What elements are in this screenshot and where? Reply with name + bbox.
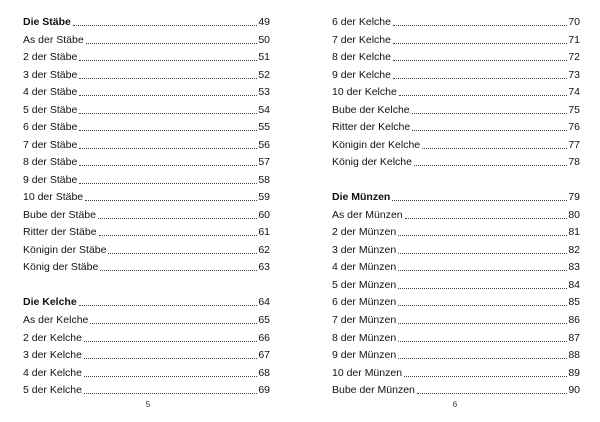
toc-entry	[332, 85, 580, 99]
toc-entry	[332, 155, 580, 169]
toc-entry	[332, 225, 580, 239]
dot-leader	[73, 24, 257, 26]
dot-leader	[79, 59, 257, 61]
dot-leader	[393, 59, 567, 61]
toc-page-number: 83	[568, 261, 580, 273]
toc-entry-label: 8 der Kelche	[332, 51, 391, 63]
toc-page-number: 66	[258, 332, 270, 344]
toc-section-heading	[332, 190, 580, 204]
dot-leader	[398, 322, 567, 324]
toc-page-number: 75	[568, 104, 580, 116]
toc-entry-label: 9 der Kelche	[332, 69, 391, 81]
dot-leader	[86, 42, 258, 44]
toc-page-number: 52	[258, 69, 270, 81]
toc-entry-label: König der Kelche	[332, 156, 412, 168]
toc-page-number: 89	[568, 367, 580, 379]
toc-heading-label: Die Münzen	[332, 191, 391, 203]
toc-entry	[23, 366, 270, 380]
toc-entry	[332, 383, 580, 397]
toc-entry-label: 7 der Stäbe	[23, 139, 78, 151]
toc-entry	[332, 243, 580, 257]
toc-entry-label: 10 der Stäbe	[23, 191, 84, 203]
toc-page-number: 67	[258, 349, 270, 361]
dot-leader	[84, 375, 257, 377]
toc-heading-label: Die Kelche	[23, 296, 77, 308]
toc-entry-label: 6 der Stäbe	[23, 121, 78, 133]
toc-entry	[23, 50, 270, 64]
toc-page-number: 50	[258, 34, 270, 46]
toc-entry	[332, 33, 580, 47]
toc-entry	[23, 120, 270, 134]
toc-entry-label: As der Münzen	[332, 209, 403, 221]
toc-entry-label: 7 der Münzen	[332, 314, 397, 326]
dot-leader	[412, 112, 568, 114]
toc-entry	[23, 208, 270, 222]
toc-entry	[332, 331, 580, 345]
toc-entry-label: 5 der Kelche	[23, 384, 82, 396]
dot-leader	[84, 357, 257, 359]
dot-leader	[398, 269, 567, 271]
toc-entry-label: As der Kelche	[23, 314, 89, 326]
toc-entry-label: 5 der Münzen	[332, 279, 397, 291]
toc-page-number: 71	[568, 34, 580, 46]
toc-entry-label: 3 der Münzen	[332, 244, 397, 256]
toc-page-number: 87	[568, 332, 580, 344]
toc-entry	[332, 50, 580, 64]
dot-leader	[79, 147, 257, 149]
toc-page-number: 74	[568, 86, 580, 98]
dot-leader	[404, 375, 567, 377]
toc-entry	[332, 260, 580, 274]
toc-page-number: 62	[258, 244, 270, 256]
dot-leader	[417, 392, 567, 394]
toc-entry	[332, 366, 580, 380]
toc-entry	[23, 138, 270, 152]
dot-leader	[414, 164, 567, 166]
dot-leader	[98, 217, 257, 219]
toc-page-number: 84	[568, 279, 580, 291]
toc-entry-label: 4 der Kelche	[23, 367, 82, 379]
toc-page-number: 63	[258, 261, 270, 273]
toc-entry	[23, 331, 270, 345]
toc-entry-label: 8 der Münzen	[332, 332, 397, 344]
dot-leader	[79, 164, 257, 166]
toc-entry	[332, 103, 580, 117]
toc-page-number: 68	[258, 367, 270, 379]
dot-leader	[79, 94, 257, 96]
toc-entry	[23, 348, 270, 362]
dot-leader	[398, 357, 567, 359]
toc-section-heading	[23, 15, 270, 29]
toc-page-number: 88	[568, 349, 580, 361]
toc-page-number: 79	[568, 191, 580, 203]
toc-entry-label: Königin der Kelche	[332, 139, 421, 151]
toc-entry-label: 9 der Münzen	[332, 349, 397, 361]
dot-leader	[393, 24, 567, 26]
toc-entry-label: 3 der Stäbe	[23, 69, 78, 81]
page-number: 6	[452, 400, 458, 409]
dot-leader	[422, 147, 567, 149]
dot-leader	[79, 304, 258, 306]
toc-page-number: 51	[258, 51, 270, 63]
toc-page-number: 82	[568, 244, 580, 256]
toc-page-number: 76	[568, 121, 580, 133]
toc-entry	[332, 208, 580, 222]
toc-entry	[23, 155, 270, 169]
toc-entry	[23, 173, 270, 187]
toc-section-heading	[23, 295, 270, 309]
toc-entry	[332, 138, 580, 152]
dot-leader	[393, 77, 567, 79]
dot-leader	[85, 199, 257, 201]
dot-leader	[393, 42, 567, 44]
dot-leader	[100, 269, 257, 271]
toc-entry	[23, 383, 270, 397]
toc-page-number: 54	[258, 104, 270, 116]
toc-page-number: 72	[568, 51, 580, 63]
toc-entry-label: Bube der Münzen	[332, 384, 415, 396]
toc-page-number: 69	[258, 384, 270, 396]
toc-entry	[23, 260, 270, 274]
toc-entry	[332, 278, 580, 292]
dot-leader	[398, 304, 567, 306]
dot-leader	[108, 252, 257, 254]
toc-entry	[332, 348, 580, 362]
dot-leader	[99, 234, 258, 236]
dot-leader	[79, 182, 257, 184]
toc-entry	[332, 120, 580, 134]
toc-entry-label: 2 der Kelche	[23, 332, 82, 344]
dot-leader	[84, 340, 257, 342]
toc-entry	[23, 243, 270, 257]
toc-entry-label: 5 der Stäbe	[23, 104, 78, 116]
toc-entry-label: 2 der Stäbe	[23, 51, 78, 63]
toc-page-number: 61	[258, 226, 270, 238]
dot-leader	[79, 77, 257, 79]
toc-page-number: 90	[568, 384, 580, 396]
toc-entry	[23, 85, 270, 99]
toc-entry-label: Bube der Kelche	[332, 104, 410, 116]
toc-entry	[23, 225, 270, 239]
dot-leader	[84, 392, 257, 394]
dot-leader	[79, 129, 257, 131]
dot-leader	[90, 322, 257, 324]
right-page	[300, 0, 600, 422]
toc-entry-label: Königin der Stäbe	[23, 244, 107, 256]
toc-page-number: 81	[568, 226, 580, 238]
toc-page-number: 73	[568, 69, 580, 81]
toc-page-number: 60	[258, 209, 270, 221]
toc-entry	[23, 103, 270, 117]
toc-page-number: 86	[568, 314, 580, 326]
toc-entry-label: Ritter der Kelche	[332, 121, 411, 133]
toc-page-number: 49	[258, 16, 270, 28]
toc-entry-label: As der Stäbe	[23, 34, 84, 46]
toc-entry	[332, 313, 580, 327]
toc-entry	[332, 68, 580, 82]
dot-leader	[79, 112, 257, 114]
toc-entry-label: König der Stäbe	[23, 261, 99, 273]
page-number: 5	[145, 400, 151, 409]
toc-entry	[332, 15, 580, 29]
toc-entry-label: Ritter der Stäbe	[23, 226, 97, 238]
toc-entry-label: Bube der Stäbe	[23, 209, 96, 221]
toc-page-number: 55	[258, 121, 270, 133]
toc-entry-label: 3 der Kelche	[23, 349, 82, 361]
toc-page-number: 57	[258, 156, 270, 168]
toc-entry-label: 8 der Stäbe	[23, 156, 78, 168]
toc-entry	[23, 190, 270, 204]
toc-entry-label: 4 der Stäbe	[23, 86, 78, 98]
toc-entry-label: 6 der Kelche	[332, 16, 391, 28]
dot-leader	[412, 129, 567, 131]
dot-leader	[392, 199, 567, 201]
toc-page-number: 77	[568, 139, 580, 151]
toc-entry-label: 10 der Münzen	[332, 367, 403, 379]
toc-heading-label: Die Stäbe	[23, 16, 71, 28]
toc-page-number: 70	[568, 16, 580, 28]
toc-entry	[23, 68, 270, 82]
dot-leader	[398, 340, 567, 342]
toc-page-number: 58	[258, 174, 270, 186]
toc-entry-label: 10 der Kelche	[332, 86, 397, 98]
toc-page-number: 85	[568, 296, 580, 308]
toc-entry	[23, 33, 270, 47]
dot-leader	[398, 234, 567, 236]
toc-page-number: 59	[258, 191, 270, 203]
toc-page-number: 65	[258, 314, 270, 326]
toc-entry-label: 9 der Stäbe	[23, 174, 78, 186]
toc-entry-label: 4 der Münzen	[332, 261, 397, 273]
toc-entry-label: 2 der Münzen	[332, 226, 397, 238]
dot-leader	[398, 252, 567, 254]
dot-leader	[398, 287, 567, 289]
toc-entry-label: 6 der Münzen	[332, 296, 397, 308]
toc-entry-label: 7 der Kelche	[332, 34, 391, 46]
toc-page-number: 53	[258, 86, 270, 98]
toc-entry	[332, 295, 580, 309]
dot-leader	[405, 217, 568, 219]
toc-entry	[23, 313, 270, 327]
toc-page-number: 78	[568, 156, 580, 168]
toc-page-number: 80	[568, 209, 580, 221]
toc-page-number: 64	[258, 296, 270, 308]
dot-leader	[399, 94, 568, 96]
toc-page-number: 56	[258, 139, 270, 151]
